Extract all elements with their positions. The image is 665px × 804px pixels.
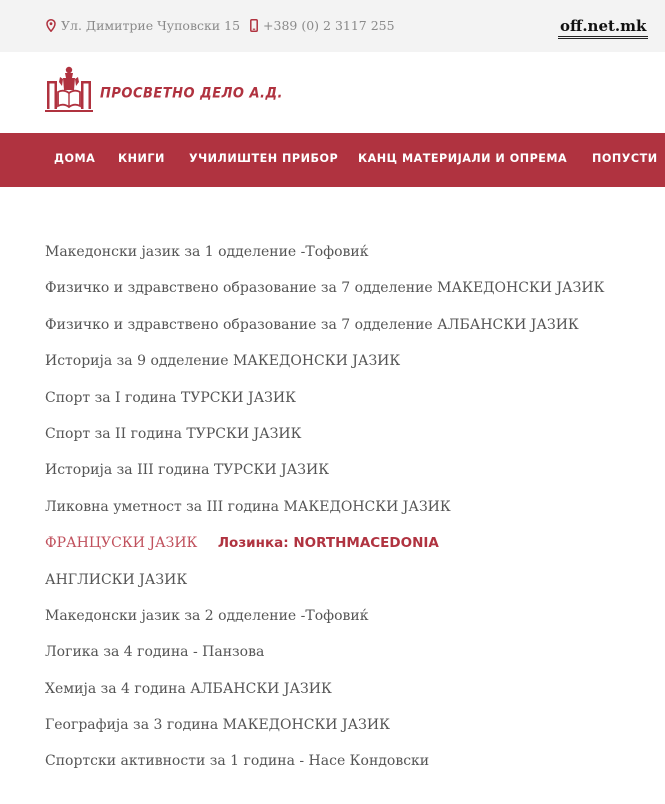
list-item [45,678,645,714]
book-link[interactable]: Географија за 3 година МАКЕДОНСКИ ЈАЗИК [45,717,390,734]
list-item [45,714,645,750]
list-item [45,277,645,313]
mobile-phone-icon [250,19,258,32]
book-link[interactable]: Спортски активности за 1 година - Насе Кондовски [45,753,430,770]
book-link[interactable]: Логика за 4 година - Панзова [45,644,265,661]
book-link[interactable]: Физичко и здравствено образование за 7 одделение АЛБАНСКИ ЈАЗИК [45,316,579,333]
list-item [45,350,645,386]
main-navigation [0,133,665,187]
book-link[interactable]: Хемија за 4 година АЛБАНСКИ ЈАЗИК [45,680,332,697]
nav-list [0,133,665,187]
address-text: Ул. Димитрие Чуповски 15 [61,18,241,33]
list-item [45,496,645,532]
nav-item-school-supplies[interactable]: УЧИЛИШТЕН ПРИБОР [189,152,339,165]
book-link[interactable]: Македонски јазик за 2 одделение -Тофовиќ [45,607,369,624]
book-list [45,241,645,787]
site-logo[interactable] [44,64,283,118]
book-link[interactable]: Спорт за II година ТУРСКИ ЈАЗИК [45,425,302,442]
list-item [45,605,645,641]
book-link-highlighted[interactable]: ФРАНЦУСКИ ЈАЗИК [45,535,198,552]
list-item [45,641,645,677]
nav-item-books[interactable]: КНИГИ [118,152,165,165]
book-link[interactable]: Македонски јазик за 1 одделение -Тофовиќ [45,244,369,260]
location-pin-icon [46,19,56,32]
list-item [45,750,645,786]
nav-item-home[interactable]: ДОМА [54,152,96,165]
phone-text[interactable]: +389 (0) 2 3117 255 [263,18,395,33]
list-item [45,569,645,605]
logo-emblem-icon [44,64,94,118]
book-link[interactable]: Историја за 9 одделение МАКЕДОНСКИ ЈАЗИК [45,353,401,370]
nav-item-office-materials[interactable]: КАНЦ МАТЕРИЈАЛИ И ОПРЕМА [358,152,568,165]
list-item [45,387,645,423]
watermark: off.net.mk [558,18,648,39]
list-item [45,532,645,568]
list-item [45,314,645,350]
book-link[interactable]: АНГЛИСКИ ЈАЗИК [45,571,188,588]
top-info-bar [0,0,665,52]
book-link[interactable]: Физичко и здравствено образование за 7 одделение МАКЕДОНСКИ ЈАЗИК [45,280,605,297]
book-link[interactable]: Ликовна уметност за III година МАКЕДОНСКИ ЈАЗИК [45,498,451,515]
password-note: Лозинка: NORTHMACEDONIA [217,535,439,552]
nav-item-discounts[interactable]: ПОПУСТИ [592,152,658,165]
book-link[interactable]: Спорт за I година ТУРСКИ ЈАЗИК [45,389,296,406]
book-link[interactable]: Историја за III година ТУРСКИ ЈАЗИК [45,462,330,479]
contact-info [46,18,395,33]
logo-text: ПРОСВЕТНО ДЕЛО А.Д. [100,84,283,102]
list-item [45,423,645,459]
phone-wrap [250,18,395,33]
list-item [45,241,645,277]
list-item [45,459,645,495]
